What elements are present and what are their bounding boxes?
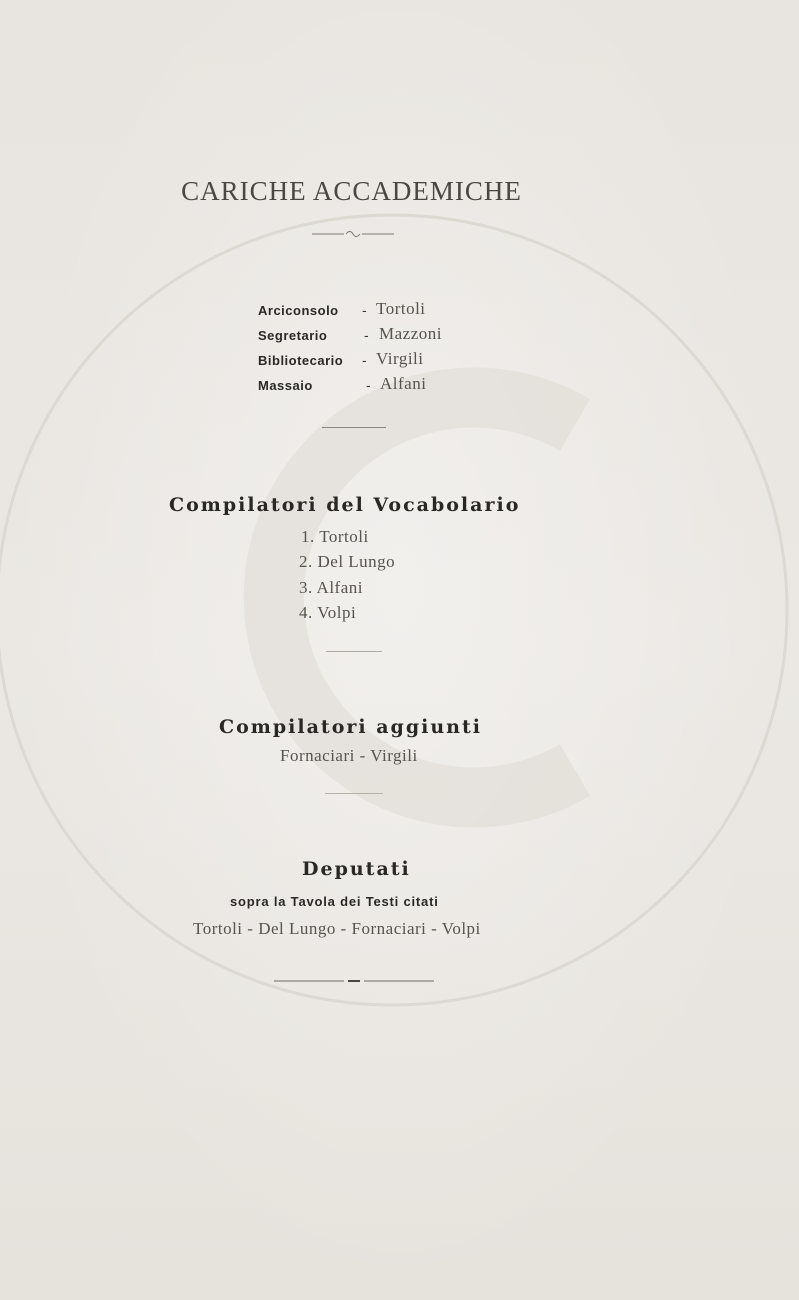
officer-dash: - [364,327,369,343]
section-heading-aggiunti: Compilatori aggiunti [219,716,482,738]
ornament-divider-icon [312,228,394,240]
list-item: 2. Del Lungo [299,552,396,571]
officer-dash: - [362,352,367,368]
list-item: 1. Tortoli [301,527,369,546]
divider-rule [326,651,382,652]
divider-rule [325,793,383,794]
officer-role: Massaio [258,378,313,393]
list-item: 4. Volpi [299,603,357,622]
section-heading-compilatori: Compilatori del Vocabolario [169,494,521,516]
section-heading-deputati: Deputati [302,858,411,880]
officer-dash: - [362,302,367,318]
officer-role: Arciconsolo [258,303,339,318]
deputati-names: Tortoli - Del Lungo - Fornaciari - Volpi [193,919,481,938]
aggiunti-names: Fornaciari - Virgili [280,746,418,765]
divider-rule [322,427,386,428]
officer-role: Bibliotecario [258,353,344,368]
deputati-subtitle: sopra la Tavola dei Testi citati [230,894,439,909]
officer-name: Tortoli [376,299,426,318]
ornament-divider-icon [274,977,434,985]
officer-name: Mazzoni [379,324,442,343]
officer-name: Alfani [380,374,427,393]
officer-name: Virgili [376,349,424,368]
officer-dash: - [366,377,371,393]
page-title: CARICHE ACCADEMICHE [181,176,522,206]
officer-role: Segretario [258,328,328,343]
list-item: 3. Alfani [299,578,363,597]
